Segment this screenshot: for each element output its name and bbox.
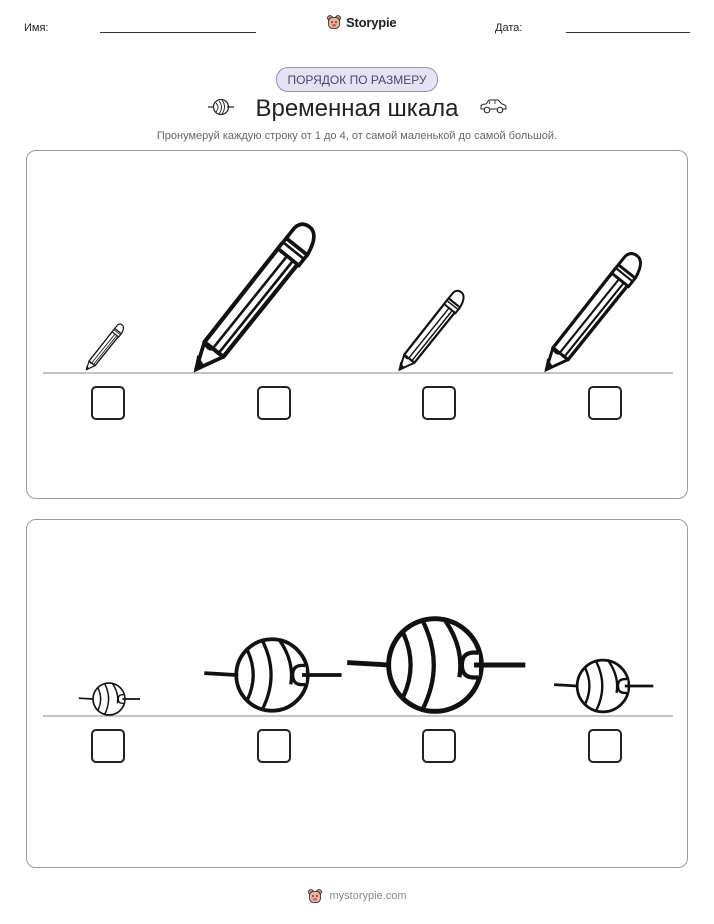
name-label: Имя: — [24, 22, 49, 34]
date-field[interactable] — [566, 32, 690, 33]
pencil-large — [546, 254, 640, 370]
answer-box-1-3[interactable] — [422, 386, 456, 420]
answer-box-2-1[interactable] — [91, 729, 125, 763]
yarn-row-panel — [26, 519, 688, 868]
page-title: Временная шкала — [255, 95, 459, 122]
answer-box-1-1[interactable] — [91, 386, 125, 420]
footer-site[interactable]: mystorypie.com — [329, 890, 407, 902]
yarn-medium — [554, 660, 653, 712]
answer-box-2-2[interactable] — [257, 729, 291, 763]
answer-box-1-2[interactable] — [257, 386, 291, 420]
yarn-large — [204, 639, 341, 710]
pencil-medium — [400, 291, 464, 370]
category-badge: ПОРЯДОК ПО РАЗМЕРУ — [276, 67, 438, 92]
name-field[interactable] — [100, 32, 256, 33]
brand-name: Storypie — [346, 14, 397, 30]
instructions: Пронумеруй каждую строку от 1 до 4, от самой маленькой до самой большой. — [156, 130, 558, 142]
pencil-row-panel — [26, 150, 688, 499]
answer-box-1-4[interactable] — [588, 386, 622, 420]
yarn-largest — [347, 619, 525, 712]
date-label: Дата: — [495, 22, 523, 34]
brand-logo — [326, 14, 396, 30]
yarn-small — [79, 683, 140, 715]
pencil-largest — [196, 224, 314, 369]
bear-icon — [307, 888, 323, 904]
answer-box-2-3[interactable] — [422, 729, 456, 763]
bear-icon — [326, 14, 342, 30]
answer-box-2-4[interactable] — [588, 729, 622, 763]
footer — [0, 888, 714, 904]
pencil-small — [86, 324, 123, 370]
car-icon — [478, 96, 508, 121]
